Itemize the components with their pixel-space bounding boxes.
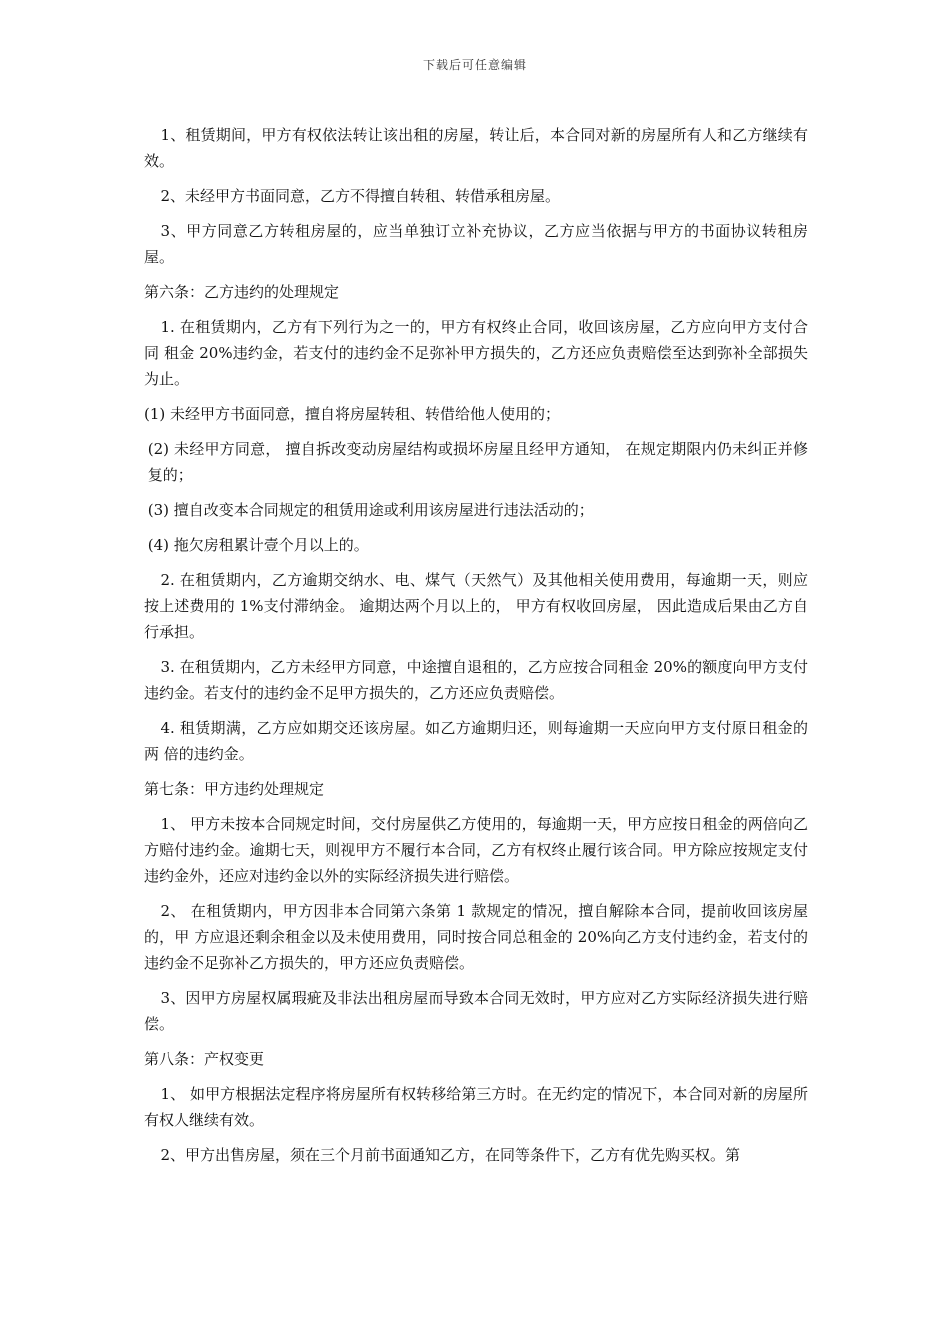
paragraph: 1. 在租赁期内，乙方有下列行为之一的，甲方有权终止合同，收回该房屋，乙方应向甲方支付合同 租金 20%违约金，若支付的违约金不足弥补甲方损失的，乙方还应负责赔偿至达到弥补全部损失为止。: [144, 318, 808, 388]
section-heading: 第七条：甲方违约处理规定: [144, 780, 325, 798]
paragraph: 2. 在租赁期内，乙方逾期交纳水、电、煤气（天然气）及其他相关使用费用，每逾期一天，则应按上述费用的 1%支付滞纳金。 逾期达两个月以上的， 甲方有权收回房屋， 因此造成后果由乙方自行承担。: [144, 571, 808, 641]
paragraph: 1、 如甲方根据法定程序将房屋所有权转移给第三方时。在无约定的情况下，本合同对新的房屋所有权人继续有效。: [144, 1085, 808, 1129]
paragraph: 3、因甲方房屋权属瑕疵及非法出租房屋而导致本合同无效时，甲方应对乙方实际经济损失进行赔偿。: [144, 989, 808, 1033]
list-item: (1) 未经甲方书面同意，擅自将房屋转租、转借给他人使用的；: [144, 405, 561, 423]
paragraph: 2、甲方出售房屋，须在三个月前书面通知乙方，在同等条件下，乙方有优先购买权。第: [160, 1146, 741, 1164]
list-item: (3) 擅自改变本合同规定的租赁用途或利用该房屋进行违法活动的；: [147, 501, 594, 519]
paragraph: 2、 在租赁期内，甲方因非本合同第六条第 1 款规定的情况，擅自解除本合同，提前收回该房屋的，甲 方应退还剩余租金以及未使用费用，同时按合同总租金的 20%向乙方支付违约金，若支付的违约金不足弥补乙方损失的，甲方还应负责赔偿。: [144, 902, 808, 972]
list-item: (4) 拖欠房租累计壹个月以上的。: [147, 536, 369, 554]
section-heading: 第八条：产权变更: [144, 1050, 265, 1068]
list-item: (2) 未经甲方同意， 擅自拆改变动房屋结构或损坏房屋且经甲方通知， 在规定期限内仍未纠正并修复的；: [147, 440, 808, 484]
page-header: 下载后可任意编辑: [422, 58, 527, 72]
paragraph: 4. 租赁期满，乙方应如期交还该房屋。如乙方逾期归还，则每逾期一天应向甲方支付原日租金的两 倍的违约金。: [144, 719, 808, 763]
section-heading: 第六条：乙方违约的处理规定: [144, 283, 340, 301]
paragraph: 3、甲方同意乙方转租房屋的，应当单独订立补充协议，乙方应当依据与甲方的书面协议转租房屋。: [144, 222, 808, 266]
paragraph: 3. 在租赁期内，乙方未经甲方同意，中途擅自退租的，乙方应按合同租金 20%的额度向甲方支付违约金。若支付的违约金不足甲方损失的，乙方还应负责赔偿。: [144, 658, 808, 702]
paragraph: 1、租赁期间，甲方有权依法转让该出租的房屋，转让后，本合同对新的房屋所有人和乙方继续有效。: [144, 126, 808, 170]
paragraph: 2、未经甲方书面同意，乙方不得擅自转租、转借承租房屋。: [160, 187, 561, 205]
paragraph: 1、 甲方未按本合同规定时间，交付房屋供乙方使用的，每逾期一天，甲方应按日租金的两倍向乙方赔付违约金。逾期七天，则视甲方不履行本合同，乙方有权终止履行该合同。甲方除应按规定支付违约金外，还应对违约金以外的实际经济损失进行赔偿。: [144, 815, 808, 885]
document-body: [144, 122, 808, 1177]
